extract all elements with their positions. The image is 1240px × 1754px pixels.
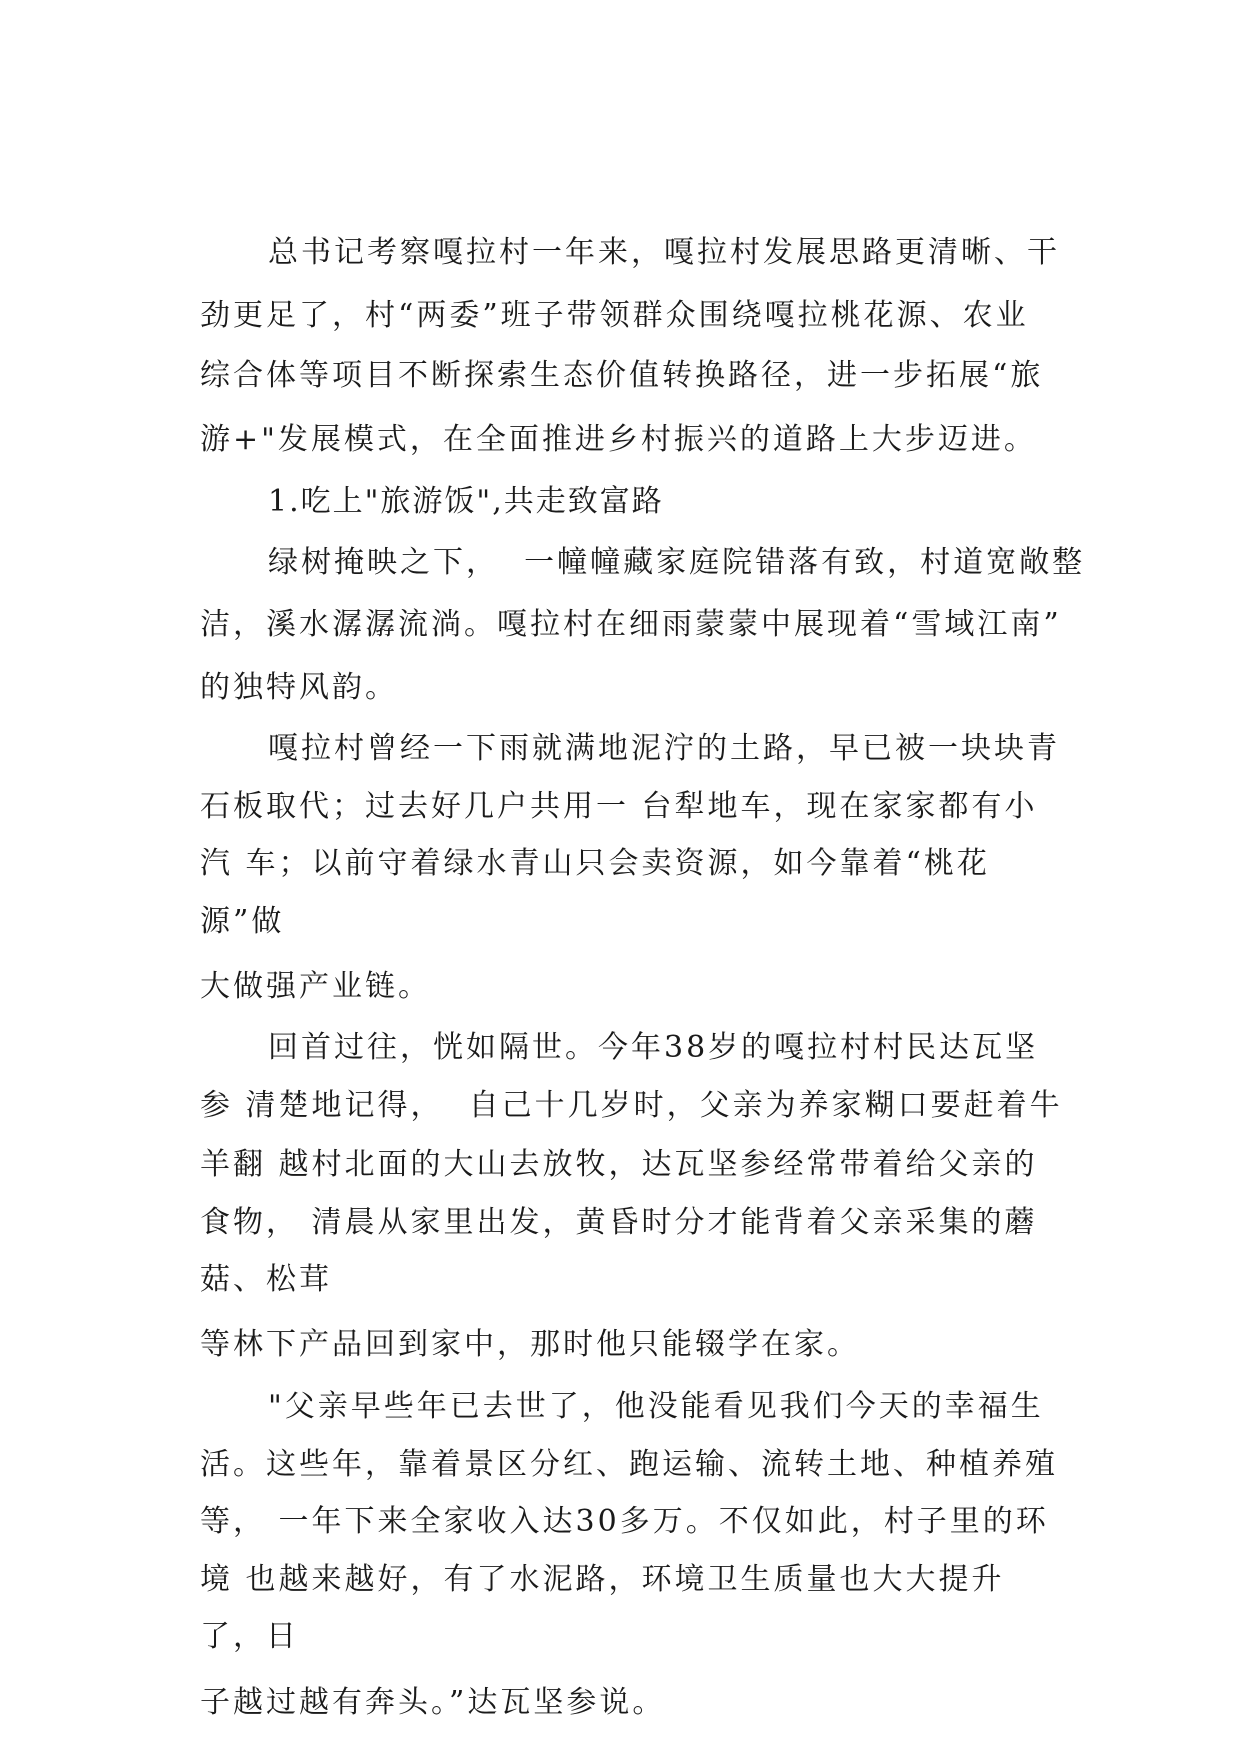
paragraph-4-line-3: 羊翻 越村北面的大山去放牧，达瓦坚参经常带着给父亲的 — [200, 1147, 1038, 1182]
paragraph-5-line-5: 了，日 — [200, 1619, 299, 1654]
paragraph-2-line-1: 绿树掩映之下， 一幢幢藏家庭院错落有致，村道宽敞整 — [268, 545, 1086, 580]
paragraph-5-line-6: 子越过越有奔头。”达瓦坚参说。 — [200, 1685, 666, 1720]
paragraph-4-line-1: 回首过往，恍如隔世。今年38岁的嘎拉村村民达瓦坚 — [268, 1030, 1039, 1065]
paragraph-3-line-3: 汽 车；以前守着绿水青山只会卖资源，如今靠着“桃花 — [200, 846, 990, 881]
paragraph-5-line-3: 等， 一年下来全家收入达30多万。不仅如此，村子里的环 — [200, 1504, 1049, 1539]
paragraph-3-line-1: 嘎拉村曾经一下雨就满地泥泞的土路，早已被一块块青 — [268, 731, 1060, 766]
paragraph-3-line-4: 源”做 — [200, 904, 285, 939]
paragraph-4-line-5: 菇、松茸 — [200, 1262, 332, 1297]
paragraph-1-line-4: 游+"发展模式，在全面推进乡村振兴的道路上大步迈进。 — [200, 422, 1037, 457]
paragraph-1-line-2: 劲更足了，村“两委”班子带领群众围绕嘎拉桃花源、农业 — [200, 298, 1029, 333]
paragraph-2-line-3: 的独特风韵。 — [200, 670, 398, 705]
paragraph-4-line-6: 等林下产品回到家中，那时他只能辍学在家。 — [200, 1327, 860, 1362]
paragraph-1-line-3: 综合体等项目不断探索生态价值转换路径，进一步拓展“旅 — [200, 358, 1044, 393]
paragraph-3-line-5: 大做强产业链。 — [200, 969, 431, 1004]
paragraph-3-line-2: 石板取代；过去好几户共用一 台犁地车，现在家家都有小 — [200, 789, 1038, 824]
paragraph-5-line-4: 境 也越来越好，有了水泥路，环境卫生质量也大大提升 — [200, 1562, 1005, 1597]
paragraph-1-line-1: 总书记考察嘎拉村一年来，嘎拉村发展思路更清晰、干 — [268, 235, 1060, 270]
paragraph-5-line-1: "父亲早些年已去世了，他没能看见我们今天的幸福生 — [268, 1389, 1044, 1424]
section-heading: 1.吃上"旅游饭",共走致富路 — [268, 484, 664, 519]
paragraph-4-line-4: 食物， 清晨从家里出发，黄昏时分才能背着父亲采集的蘑 — [200, 1205, 1038, 1240]
paragraph-4-line-2: 参 清楚地记得， 自己十几岁时，父亲为养家糊口要赶着牛 — [200, 1088, 1063, 1123]
paragraph-5-line-2: 活。这些年，靠着景区分红、跑运输、流转土地、种植养殖 — [200, 1447, 1058, 1482]
paragraph-2-line-2: 洁，溪水潺潺流淌。嘎拉村在细雨蒙蒙中展现着“雪域江南” — [200, 607, 1062, 642]
